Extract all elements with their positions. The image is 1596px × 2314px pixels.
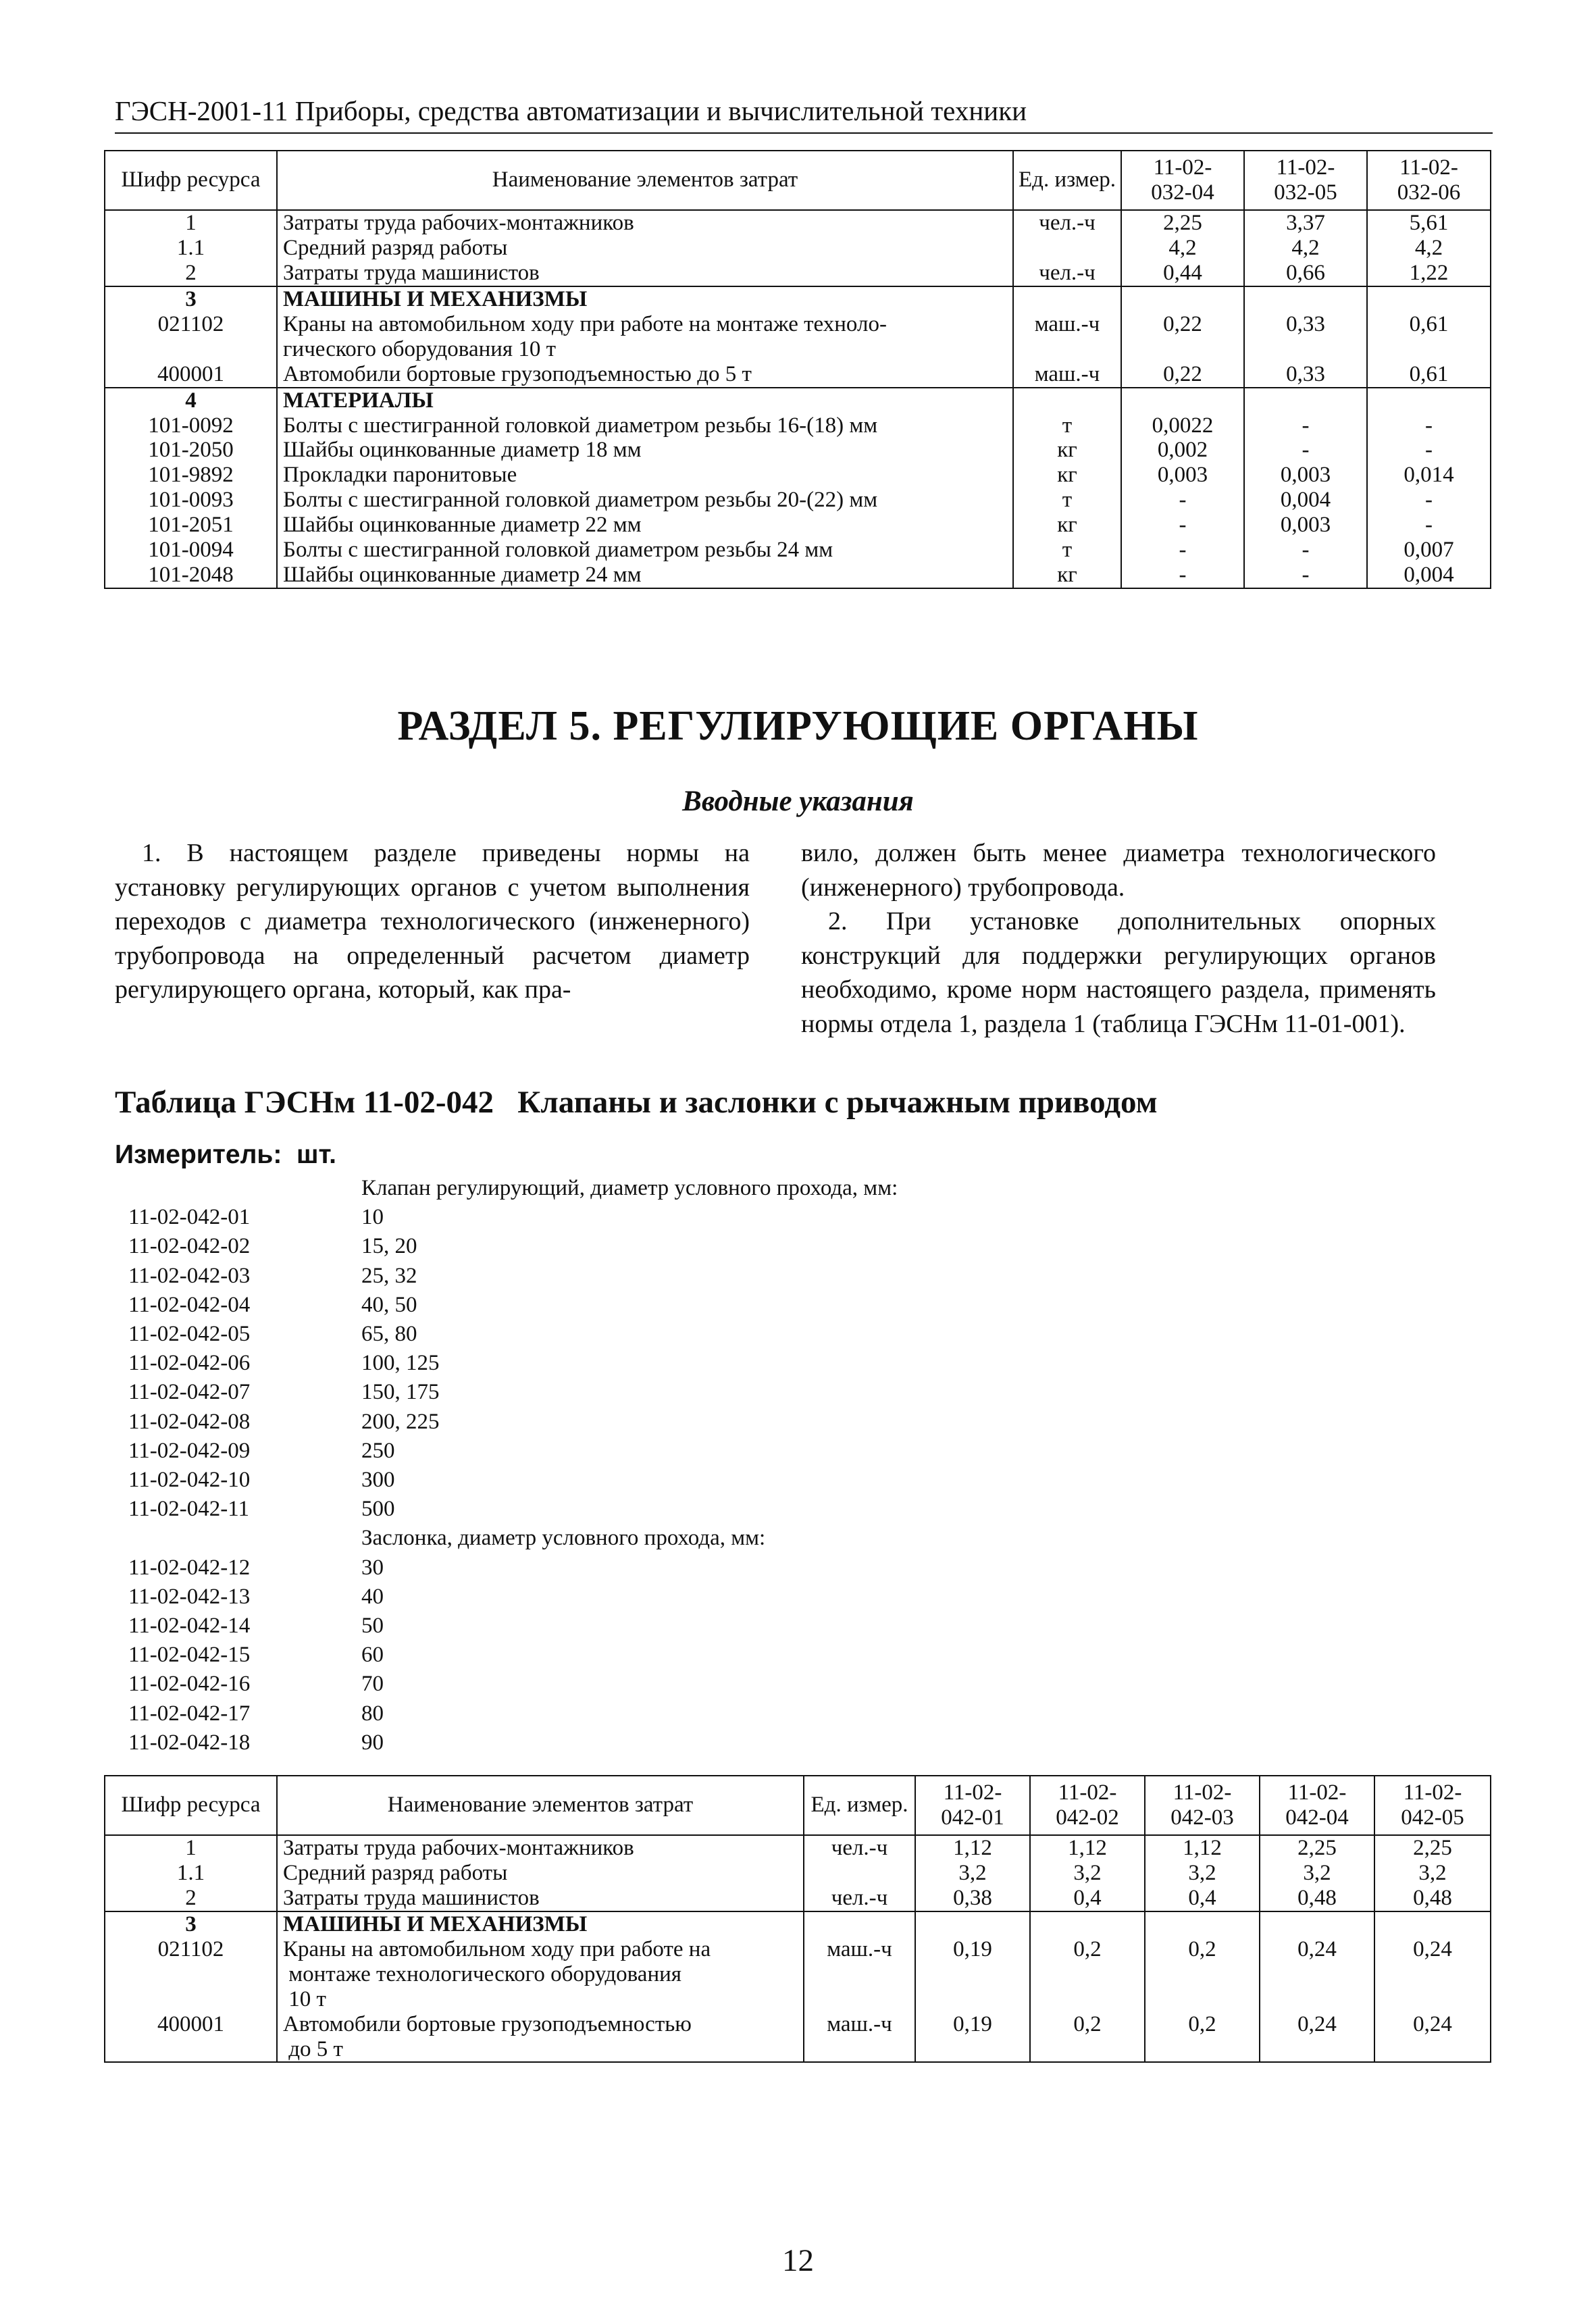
cell-value [1367,286,1491,312]
cell-unit: маш.-ч [804,1937,915,2012]
cell-code: 4 [105,388,277,413]
code-row [128,1670,898,1699]
intro-paragraph-1: 1. В настоящем разделе приведены нормы на установку регулирующих органов с учетом выполнения переходов с диаметра технологического (инженерного) трубопровода на определенный расчетом диаметр регулирующего органа, который, как пра- [115,839,750,1004]
table-row [105,1861,1491,1886]
code-group-label: Клапан регулирующий, диаметр условного прохода, мм: [361,1176,898,1200]
intro-paragraph-1-continued: вило, должен быть менее диаметра технологического (инженерного) трубопровода. [801,839,1436,902]
cell-unit [1013,236,1121,261]
cell-code: 101-0093 [105,488,277,513]
code-row [128,1408,898,1437]
page-number: 12 [782,2243,814,2278]
header-norm-column [915,1776,1030,1835]
cell-name: Затраты труда рабочих-монтажников [277,1835,804,1861]
header-norm-column [1145,1776,1260,1835]
code-row [128,1699,898,1728]
cell-unit: кг [1013,463,1121,488]
cell-value [1121,286,1244,312]
cell-value: 0,33 [1244,362,1367,388]
table-row [105,538,1491,563]
cell-name: Затраты труда машинистов [277,261,1013,286]
cell-value [1367,388,1491,413]
table-row [105,513,1491,538]
code-row [128,1349,898,1378]
cell-name: Автомобили бортовые грузоподъемностью до 5 т [277,362,1013,388]
cell-value: 2,25 [1260,1835,1374,1861]
cell-value: 0,24 [1374,2012,1491,2063]
cell-unit [804,1911,915,1937]
cell-unit [1013,388,1121,413]
cell-name: Краны на автомобильном ходу при работе на монтаже технологического оборудования 10 т [277,1937,804,2012]
cell-code: 400001 [105,2012,277,2063]
cell-code: 1.1 [105,236,277,261]
cell-name: Прокладки паронитовые [277,463,1013,488]
cell-unit: чел.-ч [804,1835,915,1861]
cell-value: - [1367,513,1491,538]
cell-unit: маш.-ч [804,2012,915,2063]
cell-value: 0,48 [1260,1886,1374,1911]
cell-name: МАШИНЫ И МЕХАНИЗМЫ [277,1911,804,1937]
table-row [105,1911,1491,1937]
norm-diameter: 70 [361,1672,384,1697]
header-name: Наименование элементов затрат [277,151,1013,210]
cell-value: 0,2 [1030,2012,1145,2063]
cell-value: 0,66 [1244,261,1367,286]
code-row [128,1232,898,1261]
cell-value [1260,1911,1374,1937]
table-row [105,210,1491,236]
cell-value: 3,37 [1244,210,1367,236]
norm-codes-list [128,1174,898,1757]
cell-code: 3 [105,1911,277,1937]
cell-value: 1,12 [1030,1835,1145,1861]
norm-diameter: 150, 175 [361,1380,440,1405]
resource-table-042 [104,1775,1491,2063]
header-code: Шифр ресурса [105,151,277,210]
cell-value: 0,24 [1260,2012,1374,2063]
cell-unit [1013,286,1121,312]
code-row [128,1612,898,1641]
cell-name: Болты с шестигранной головкой диаметром резьбы 24 мм [277,538,1013,563]
cell-value: - [1244,538,1367,563]
header-norm-column [1260,1776,1374,1835]
cell-value: 0,38 [915,1886,1030,1911]
norm-diameter: 250 [361,1438,395,1463]
table-row [105,362,1491,388]
cell-name: Затраты труда машинистов [277,1886,804,1911]
header-norm-line: 042-01 [941,1805,1004,1830]
cell-value: 4,2 [1367,236,1491,261]
norm-code: 11-02-042-03 [128,1263,251,1288]
cell-name: МАТЕРИАЛЫ [277,388,1013,413]
norm-diameter: 65, 80 [361,1322,417,1347]
norm-code: 11-02-042-05 [128,1322,251,1347]
norm-code: 11-02-042-10 [128,1468,251,1493]
table-row [105,2012,1491,2063]
cell-value: 4,2 [1121,236,1244,261]
code-row [128,1553,898,1583]
meter-label: Измеритель: шт. [115,1140,336,1169]
cell-value: 2,25 [1121,210,1244,236]
cell-value: 0,4 [1145,1886,1260,1911]
header-norm-line: 11-02- [1287,1780,1347,1805]
cell-name: Краны на автомобильном ходу при работе на монтаже техноло- гического оборудования 10 т [277,312,1013,362]
intro-title: Вводные указания [682,786,914,817]
table-row [105,413,1491,438]
norm-diameter: 30 [361,1555,384,1580]
cell-value: 3,2 [1260,1861,1374,1886]
cell-value: - [1121,513,1244,538]
norm-diameter: 500 [361,1497,395,1522]
norm-diameter: 60 [361,1643,384,1668]
cell-value [1030,1911,1145,1937]
table-row [105,438,1491,463]
cell-value: 0,61 [1367,312,1491,362]
norm-diameter: 200, 225 [361,1409,440,1434]
cell-code: 101-2051 [105,513,277,538]
cell-value: - [1121,563,1244,588]
cell-value: - [1367,413,1491,438]
header-name: Наименование элементов затрат [277,1776,804,1835]
table-row [105,312,1491,362]
cell-value: 0,48 [1374,1886,1491,1911]
header-norm-column [1244,151,1367,210]
norm-diameter: 100, 125 [361,1351,440,1376]
header-norm-line: 11-02- [943,1780,1002,1805]
cell-unit: чел.-ч [1013,261,1121,286]
code-row [128,1320,898,1349]
cell-code: 101-0094 [105,538,277,563]
cell-value: 0,014 [1367,463,1491,488]
code-row [128,1583,898,1612]
cell-name: Шайбы оцинкованные диаметр 22 мм [277,513,1013,538]
norm-code: 11-02-042-18 [128,1730,251,1755]
norm-code: 11-02-042-02 [128,1234,251,1259]
header-norm-column [1121,151,1244,210]
header-norm-line: 11-02- [1276,155,1335,180]
header-norm-line: 032-06 [1397,180,1461,205]
cell-unit: кг [1013,513,1121,538]
norm-diameter: 25, 32 [361,1263,417,1288]
code-row [128,1437,898,1466]
cell-unit: кг [1013,563,1121,588]
cell-value: 3,2 [915,1861,1030,1886]
table-title: Таблица ГЭСНм 11-02-042 Клапаны и заслонки с рычажным приводом [115,1085,1158,1120]
cell-value: 0,4 [1030,1886,1145,1911]
cell-value: 3,2 [1030,1861,1145,1886]
cell-value [1244,388,1367,413]
cell-code: 1 [105,210,277,236]
header-norm-line: 032-04 [1151,180,1214,205]
header-norm-line: 11-02- [1173,1780,1232,1805]
header-norm-column [1374,1776,1491,1835]
cell-name: Затраты труда рабочих-монтажников [277,210,1013,236]
cell-code: 3 [105,286,277,312]
cell-value: 0,19 [915,1937,1030,2012]
cell-value: 0,2 [1145,2012,1260,2063]
cell-name: Средний разряд работы [277,236,1013,261]
cell-unit: маш.-ч [1013,362,1121,388]
cell-unit: т [1013,488,1121,513]
intro-right-column [801,836,1436,1041]
page-header: ГЭСН-2001-11 Приборы, средства автоматизации и вычислительной техники [115,95,1493,134]
table-row [105,488,1491,513]
cell-unit: кг [1013,438,1121,463]
cell-value: - [1244,563,1367,588]
cell-value: 5,61 [1367,210,1491,236]
code-row [128,1291,898,1320]
header-norm-line: 11-02- [1399,155,1458,180]
cell-value: 4,2 [1244,236,1367,261]
norm-code: 11-02-042-01 [128,1205,251,1230]
header-unit: Ед. измер. [804,1776,915,1835]
table-row [105,1886,1491,1911]
cell-code: 101-0092 [105,413,277,438]
cell-code: 1 [105,1835,277,1861]
cell-value: 0,004 [1244,488,1367,513]
table-row [105,1835,1491,1861]
cell-value: 0,2 [1030,1937,1145,2012]
cell-code: 1.1 [105,1861,277,1886]
cell-value: 0,2 [1145,1937,1260,2012]
cell-value: 0,003 [1244,463,1367,488]
cell-value: - [1367,438,1491,463]
cell-value: 1,12 [1145,1835,1260,1861]
cell-value [915,1911,1030,1937]
table-row [105,388,1491,413]
header-norm-column [1030,1776,1145,1835]
cell-value: - [1367,488,1491,513]
header-norm-line: 042-02 [1056,1805,1119,1830]
cell-code: 021102 [105,1937,277,2012]
section-title: РАЗДЕЛ 5. РЕГУЛИРУЮЩИЕ ОРГАНЫ [397,703,1199,749]
header-code: Шифр ресурса [105,1776,277,1835]
table-row [105,236,1491,261]
norm-code: 11-02-042-14 [128,1614,251,1639]
header-norm-line: 11-02- [1153,155,1212,180]
norm-code: 11-02-042-08 [128,1409,251,1434]
cell-name: Шайбы оцинкованные диаметр 18 мм [277,438,1013,463]
cell-name: Средний разряд работы [277,1861,804,1886]
cell-value: 0,003 [1244,513,1367,538]
norm-code: 11-02-042-09 [128,1438,251,1463]
cell-value: 0,007 [1367,538,1491,563]
cell-value: 0,003 [1121,463,1244,488]
cell-value [1145,1911,1260,1937]
cell-value: 0,002 [1121,438,1244,463]
header-norm-line: 032-05 [1274,180,1337,205]
code-row [128,1641,898,1670]
cell-value: 0,44 [1121,261,1244,286]
header-norm-line: 042-03 [1170,1805,1234,1830]
code-row [128,1466,898,1495]
cell-unit: чел.-ч [1013,210,1121,236]
cell-value: 0,0022 [1121,413,1244,438]
norm-code: 11-02-042-04 [128,1292,251,1317]
cell-value: 1,12 [915,1835,1030,1861]
cell-code: 101-9892 [105,463,277,488]
table-row [105,261,1491,286]
norm-code: 11-02-042-06 [128,1351,251,1376]
code-row [128,1378,898,1407]
norm-code: 11-02-042-13 [128,1584,251,1609]
header-norm-line: 042-05 [1401,1805,1464,1830]
norm-diameter: 15, 20 [361,1234,417,1259]
cell-value: 3,2 [1145,1861,1260,1886]
cell-name: Болты с шестигранной головкой диаметром резьбы 20-(22) мм [277,488,1013,513]
cell-name: Шайбы оцинкованные диаметр 24 мм [277,563,1013,588]
cell-code: 101-2048 [105,563,277,588]
table-row [105,286,1491,312]
norm-diameter: 40, 50 [361,1292,417,1317]
code-row [128,1728,898,1757]
norm-code: 11-02-042-07 [128,1380,251,1405]
header-unit: Ед. измер. [1013,151,1121,210]
code-row [128,1495,898,1524]
cell-value [1244,286,1367,312]
cell-value: - [1244,413,1367,438]
norm-diameter: 10 [361,1205,384,1230]
cell-value: 2,25 [1374,1835,1491,1861]
header-norm-line: 042-04 [1285,1805,1349,1830]
cell-unit: чел.-ч [804,1886,915,1911]
norm-diameter: 80 [361,1701,384,1726]
cell-unit: т [1013,538,1121,563]
resource-table-032 [104,150,1491,589]
cell-value: 0,004 [1367,563,1491,588]
table-header-row [105,1776,1491,1835]
cell-code: 2 [105,1886,277,1911]
cell-value: 1,22 [1367,261,1491,286]
norm-code: 11-02-042-11 [128,1497,250,1522]
cell-value: 0,22 [1121,362,1244,388]
cell-value: - [1244,438,1367,463]
cell-unit [804,1861,915,1886]
code-group-label: Заслонка, диаметр условного прохода, мм: [361,1526,766,1551]
norm-code: 11-02-042-16 [128,1672,251,1697]
cell-value: - [1121,488,1244,513]
norm-code: 11-02-042-12 [128,1555,251,1580]
cell-value: 0,61 [1367,362,1491,388]
cell-code: 400001 [105,362,277,388]
header-norm-line: 11-02- [1058,1780,1117,1805]
cell-value [1121,388,1244,413]
intro-left-column [115,836,750,1007]
norm-code: 11-02-042-15 [128,1643,251,1668]
header-norm-column [1367,151,1491,210]
norm-diameter: 50 [361,1614,384,1639]
code-row [128,1203,898,1232]
cell-value: - [1121,538,1244,563]
table-row [105,563,1491,588]
cell-value: 0,24 [1260,1937,1374,2012]
cell-value: 0,19 [915,2012,1030,2063]
cell-value: 0,24 [1374,1937,1491,2012]
table-header-row [105,151,1491,210]
intro-paragraph-2: 2. При установке дополнительных опорных конструкций для поддержки регулирующих органов необходимо, кроме норм настоящего раздела, применять нормы отдела 1, раздела 1 (таблица ГЭСНм 11-01-001). [801,907,1436,1038]
header-norm-line: 11-02- [1403,1780,1462,1805]
cell-code: 021102 [105,312,277,362]
norm-diameter: 300 [361,1468,395,1493]
cell-value [1374,1911,1491,1937]
cell-unit: т [1013,413,1121,438]
cell-value: 0,33 [1244,312,1367,362]
table-row [105,463,1491,488]
cell-code: 2 [105,261,277,286]
cell-name: Болты с шестигранной головкой диаметром резьбы 16-(18) мм [277,413,1013,438]
cell-name: Автомобили бортовые грузоподъемностью до 5 т [277,2012,804,2063]
norm-code: 11-02-042-17 [128,1701,251,1726]
norm-diameter: 90 [361,1730,384,1755]
cell-unit: маш.-ч [1013,312,1121,362]
table-row [105,1937,1491,2012]
norm-diameter: 40 [361,1584,384,1609]
cell-name: МАШИНЫ И МЕХАНИЗМЫ [277,286,1013,312]
cell-value: 0,22 [1121,312,1244,362]
cell-value: 3,2 [1374,1861,1491,1886]
code-row [128,1262,898,1291]
cell-code: 101-2050 [105,438,277,463]
